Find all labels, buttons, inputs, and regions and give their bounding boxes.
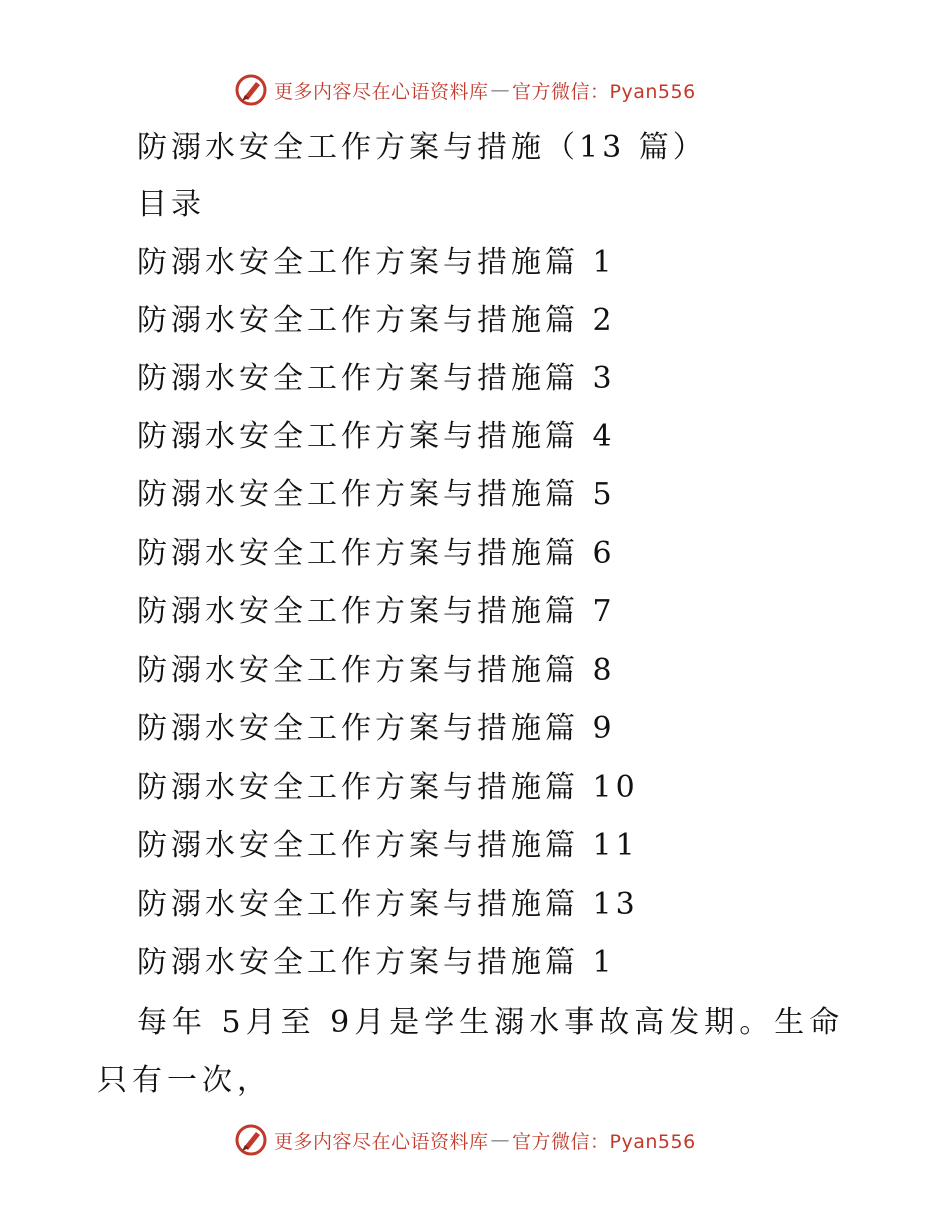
watermark-text: 更多内容尽在心语资料库 — [274, 80, 489, 103]
watermark-separator: — — [490, 1129, 511, 1151]
watermark-wechat: 官方微信：Pyan556 — [512, 80, 696, 103]
watermark-separator: — — [490, 79, 511, 101]
pen-circle-logo-icon — [234, 1123, 268, 1157]
toc-item: 防溺水安全工作方案与措施篇 4 — [137, 419, 616, 454]
toc-item: 防溺水安全工作方案与措施篇 8 — [137, 653, 616, 688]
toc-item: 防溺水安全工作方案与措施篇 10 — [137, 770, 639, 805]
paragraph-line: 每年 5月至 9月是学生溺水事故高发期。生命 — [137, 1005, 845, 1040]
toc-item: 防溺水安全工作方案与措施篇 9 — [137, 711, 616, 746]
footer-watermark — [234, 1122, 696, 1158]
toc-item: 防溺水安全工作方案与措施篇 13 — [137, 887, 639, 922]
toc-item: 防溺水安全工作方案与措施篇 2 — [137, 303, 616, 338]
toc-heading: 目录 — [137, 187, 205, 222]
toc-item: 防溺水安全工作方案与措施篇 5 — [137, 477, 616, 512]
paragraph-line: 只有一次， — [97, 1063, 272, 1098]
toc-item: 防溺水安全工作方案与措施篇 1 — [137, 245, 616, 280]
header-watermark — [234, 72, 696, 108]
toc-item: 防溺水安全工作方案与措施篇 3 — [137, 361, 616, 396]
pen-circle-logo-icon — [234, 73, 268, 107]
watermark-text: 更多内容尽在心语资料库 — [274, 1130, 489, 1153]
watermark-wechat: 官方微信：Pyan556 — [512, 1130, 696, 1153]
toc-item: 防溺水安全工作方案与措施篇 7 — [137, 594, 616, 629]
toc-item: 防溺水安全工作方案与措施篇 11 — [137, 828, 639, 863]
section-heading: 防溺水安全工作方案与措施篇 1 — [137, 945, 616, 980]
toc-item: 防溺水安全工作方案与措施篇 6 — [137, 536, 616, 571]
document-title: 防溺水安全工作方案与措施（13 篇） — [137, 130, 707, 165]
